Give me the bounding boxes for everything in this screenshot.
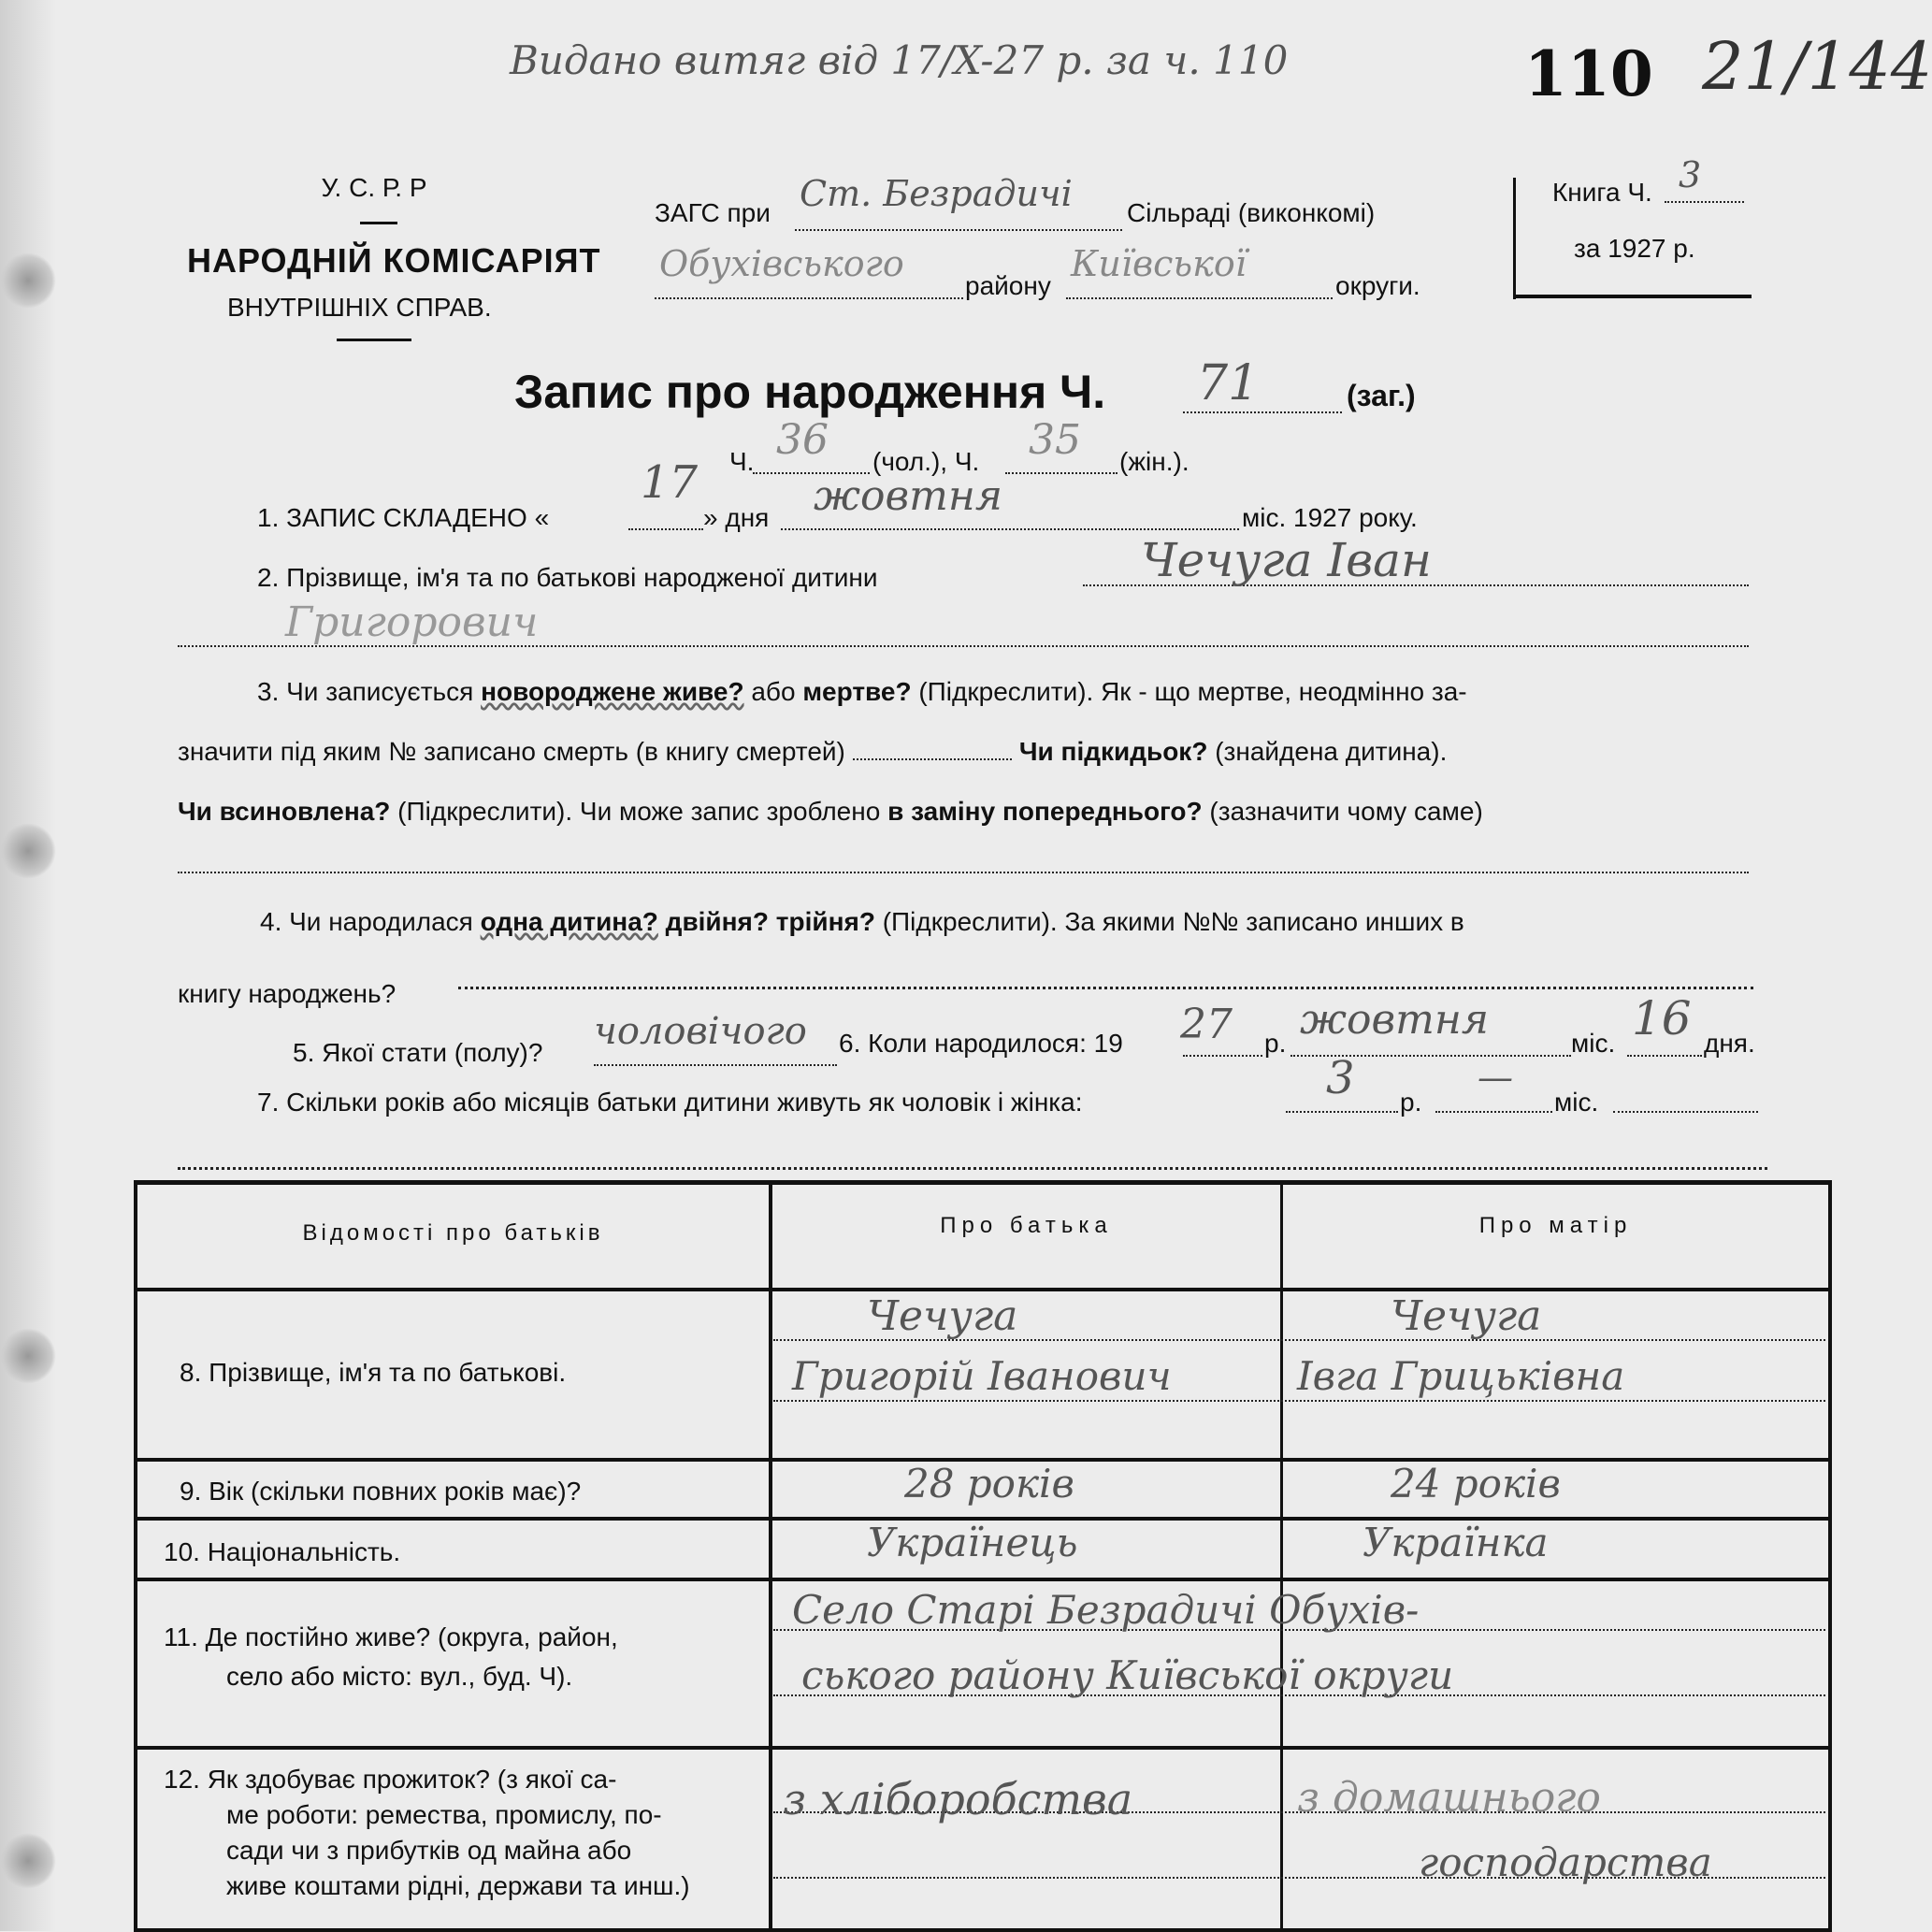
text: (знайдена дитина). xyxy=(1207,737,1448,766)
row-divider xyxy=(137,1746,1828,1750)
male-count: 36 xyxy=(776,416,829,464)
item6-day-line xyxy=(1627,1055,1702,1057)
item3-reason-line xyxy=(178,872,1749,873)
item6-year-line xyxy=(1183,1055,1262,1057)
item7-label: 7. Скільки років або місяців батьки дитини живуть як чоловік і жінка: xyxy=(257,1088,1083,1117)
item3-line1 xyxy=(257,677,1467,707)
item5-line xyxy=(594,1064,837,1066)
row11-label-line1: 11. Де постійно живе? (округа, район, xyxy=(164,1622,618,1651)
father-nationality: Українець xyxy=(867,1520,1078,1565)
binding-hole xyxy=(0,1328,56,1384)
row11-label-line2: село або місто: вул., буд. Ч). xyxy=(226,1662,573,1691)
option-twins-triplets: двійня? трійня? xyxy=(657,907,875,936)
commissariat-subname: ВНУТРІШНІХ СПРАВ. xyxy=(227,293,492,322)
zags-field-line xyxy=(795,229,1122,231)
item5-label: 5. Якої стати (полу)? xyxy=(293,1038,543,1067)
row8-label: 8. Прізвище, ім'я та по батькові. xyxy=(180,1358,567,1387)
council-label: Сільраді (виконкомі) xyxy=(1127,198,1376,227)
item7-r: р. xyxy=(1400,1088,1422,1117)
row12-label-line4: живе коштами рідні, держави та инш.) xyxy=(226,1871,690,1900)
item6-mis: міс. xyxy=(1571,1029,1616,1058)
residence-line1: Село Старі Безрадичі Обухів- xyxy=(792,1587,1420,1633)
row-divider xyxy=(137,1578,1828,1581)
row12-label-line2: ме роботи: ремества, промислу, по- xyxy=(226,1800,662,1829)
district-field-line xyxy=(655,297,963,299)
item4-line2: книгу народжень? xyxy=(178,979,396,1008)
row-divider xyxy=(137,1288,1828,1291)
item6-month: жовтня xyxy=(1300,996,1489,1044)
item2-patronymic: Григорович xyxy=(285,598,539,646)
text: або xyxy=(743,677,803,706)
item1-day: 17 xyxy=(641,456,699,509)
record-number-line xyxy=(1183,411,1342,413)
item7-months: — xyxy=(1478,1057,1513,1098)
item6-day: 16 xyxy=(1632,991,1692,1045)
mother-age: 24 років xyxy=(1391,1461,1561,1507)
row12-label-line1: 12. Як здобуває прожиток? (з якої са- xyxy=(164,1765,617,1794)
header-parents-info: Відомості про батьків xyxy=(302,1220,604,1246)
top-handwritten-note: Видано витяг від 17/X-27 р. за ч. 110 xyxy=(510,37,1289,83)
item7-years: 3 xyxy=(1326,1052,1355,1104)
item6-dnia: дня. xyxy=(1704,1029,1755,1058)
father-surname: Чечуга xyxy=(867,1292,1018,1340)
title-suffix: (заг.) xyxy=(1347,379,1416,412)
female-count: 35 xyxy=(1029,416,1081,464)
text: 4. Чи народилася xyxy=(260,907,481,936)
item7-years-line xyxy=(1286,1111,1398,1113)
header-mother: Про матір xyxy=(1478,1213,1633,1238)
father-occupation: з хліборобства xyxy=(783,1774,1133,1824)
row9-label: 9. Вік (скільки повних років має)? xyxy=(180,1477,582,1506)
commissariat-name: НАРОДНІЙ КОМІСАРІЯТ xyxy=(187,241,601,280)
item3-line3 xyxy=(178,797,1483,827)
item1-day-line xyxy=(628,528,703,530)
item1-month-line xyxy=(781,528,1239,530)
mother-occupation-line2: господарства xyxy=(1419,1839,1712,1885)
archive-number: 21/144 xyxy=(1702,28,1932,105)
text: (Підкреслити). Як - що мертве, неодмінно за- xyxy=(911,677,1467,706)
item4-line xyxy=(458,987,1753,989)
binding-hole xyxy=(0,823,56,879)
binding-hole xyxy=(0,252,56,309)
father-name: Григорій Іванович xyxy=(792,1353,1172,1399)
item7-mis: міс. xyxy=(1554,1088,1599,1117)
district-value: Обухівського xyxy=(659,243,904,284)
item2-label: 2. Прізвище, ім'я та по батькові народженої дитини xyxy=(257,563,878,592)
column-divider xyxy=(1280,1185,1283,1928)
book-field-line xyxy=(1665,201,1744,203)
item1-mid: » дня xyxy=(703,503,770,532)
option-adopted: Чи всиновлена? xyxy=(178,797,391,826)
item6-label: 6. Коли народилося: 19 xyxy=(839,1029,1123,1058)
item1-end: міс. 1927 року. xyxy=(1242,503,1418,532)
row12-label-line3: сади чи з прибутків од майна або xyxy=(226,1836,632,1865)
option-dead: мертве? xyxy=(802,677,912,706)
item6-r: р. xyxy=(1264,1029,1287,1058)
male-prefix: Ч. xyxy=(729,447,755,476)
page-title: Запис про народження Ч. xyxy=(514,366,1106,418)
item7-months-line xyxy=(1435,1111,1552,1113)
item2-name: Чечуга Іван xyxy=(1141,533,1432,587)
mother-occupation-line1: з домашнього xyxy=(1297,1774,1601,1822)
zags-label: ЗАГС при xyxy=(655,198,771,227)
header-father: Про батька xyxy=(940,1213,1113,1238)
father-age: 28 років xyxy=(904,1461,1074,1507)
mother-surname: Чечуга xyxy=(1391,1292,1542,1340)
residence-line2: ського району Київської округи xyxy=(801,1652,1454,1698)
mother-name: Івга Грицьківна xyxy=(1297,1353,1625,1399)
option-foundling: Чи підкидьок? xyxy=(1018,737,1208,766)
republic-label: У. С. Р. Р xyxy=(321,173,427,202)
book-label: Книга Ч. xyxy=(1552,178,1652,207)
item6-year: 27 xyxy=(1180,1001,1233,1048)
text: 3. Чи записується xyxy=(257,677,482,706)
zags-value: Ст. Безрадичі xyxy=(800,173,1073,214)
record-number: 71 xyxy=(1197,355,1260,411)
female-label: (жін.). xyxy=(1119,447,1189,476)
item7-mis-line xyxy=(1613,1111,1758,1113)
parents-table xyxy=(134,1180,1832,1932)
male-label: (чол.), Ч. xyxy=(872,447,980,476)
death-number-line xyxy=(853,758,1012,760)
divider xyxy=(360,222,397,224)
option-replacement: в заміну попереднього? xyxy=(887,797,1203,826)
row-guide-line xyxy=(773,1400,1825,1402)
okruha-value: Київської xyxy=(1071,243,1247,284)
option-single: одна дитина? xyxy=(480,907,658,936)
divider xyxy=(337,339,411,341)
item5-value: чоловічого xyxy=(594,1010,807,1053)
book-box-border xyxy=(1513,178,1516,299)
okruha-field-line xyxy=(1066,297,1333,299)
column-divider xyxy=(769,1185,772,1928)
text: (зазначити чому саме) xyxy=(1202,797,1483,826)
text: (Підкреслити). Чи може запис зроблено xyxy=(390,797,888,826)
item7-line2 xyxy=(178,1167,1767,1170)
district-label: району xyxy=(965,271,1051,300)
item1-label: 1. ЗАПИС СКЛАДЕНО « xyxy=(257,503,550,532)
stamp-number: 110 xyxy=(1524,37,1653,110)
item3-line2 xyxy=(178,737,1447,767)
item4-line1 xyxy=(260,907,1464,937)
item1-month: жовтня xyxy=(814,472,1002,520)
row10-label: 10. Національність. xyxy=(164,1537,401,1566)
mother-nationality: Українка xyxy=(1362,1520,1549,1565)
binding-hole xyxy=(0,1833,56,1889)
okruha-label: округи. xyxy=(1335,271,1420,300)
female-count-line xyxy=(1005,472,1117,474)
year-label: за 1927 р. xyxy=(1574,234,1695,263)
book-value: 3 xyxy=(1679,154,1702,195)
text: значити під яким № записано смерть (в книгу смертей) xyxy=(178,737,845,766)
book-box-border xyxy=(1513,295,1752,298)
text: (Підкреслити). За якими №№ записано инших в xyxy=(874,907,1464,936)
option-alive: новороджене живе? xyxy=(481,677,744,706)
